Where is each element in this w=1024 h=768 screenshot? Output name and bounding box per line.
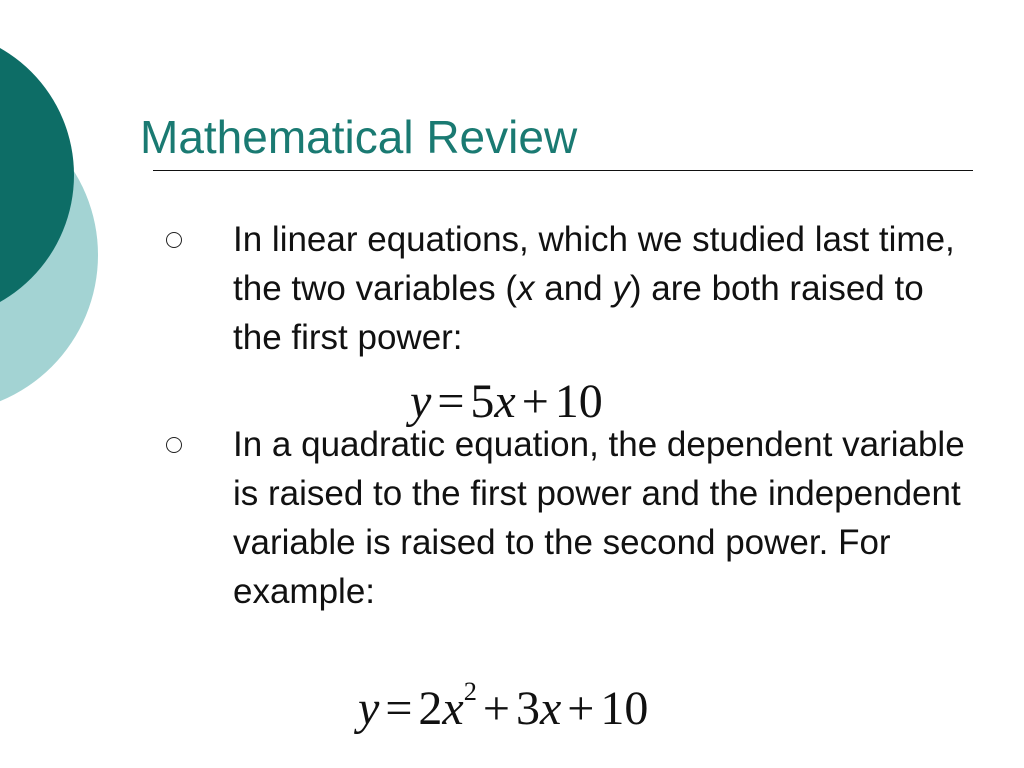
- decorative-circles: [0, 0, 110, 410]
- slide-title: Mathematical Review: [140, 111, 578, 163]
- variable-x: x: [517, 269, 535, 308]
- bullet-linear-text: In linear equations, which we studied last time, the two variables (x and y) are both raised to the first power:: [233, 220, 955, 357]
- equation-linear: y = 5x + 10: [410, 375, 603, 428]
- equation-quadratic: $y = 2x^2 + 3x + 10$: [358, 676, 649, 735]
- variable-y: y: [612, 269, 630, 308]
- title-underline: [153, 170, 973, 171]
- bullet-circle-icon: [166, 437, 182, 453]
- bullet-circle-icon: [166, 232, 182, 248]
- bullet-quadratic-text: In a quadratic equation, the dependent variable is raised to the first power and the independent variable is raised to the second power. For example:: [233, 425, 965, 611]
